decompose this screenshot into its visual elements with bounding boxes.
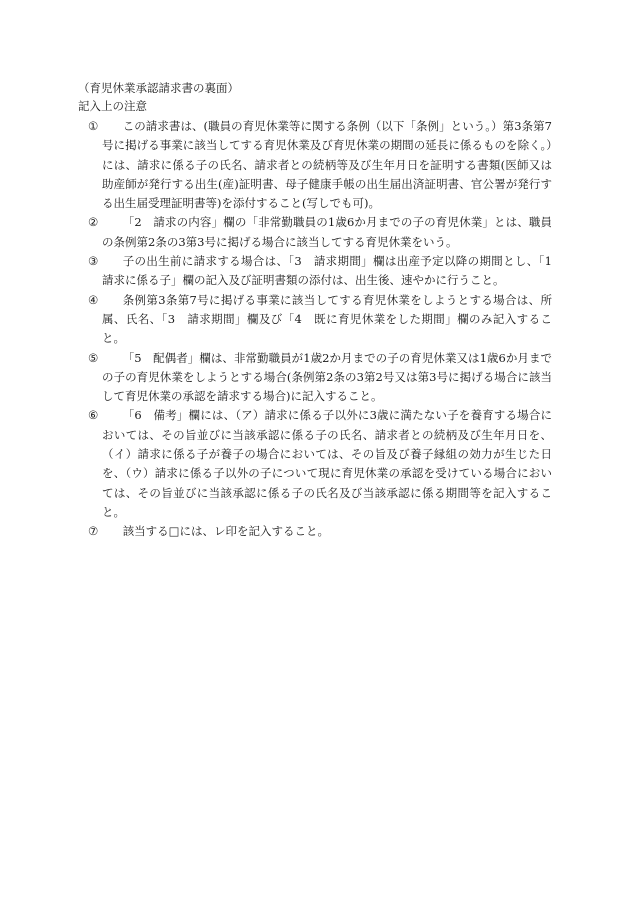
note-number: ② (88, 215, 99, 230)
note-text: この請求書は、(職員の育児休業等に関する条例（以下「条例」という。）第3条第7号に掲げる事業に該当してする育児休業及び育児休業の期間の延長に係るものを除く。）には、請求に係る子の氏名、請求者との続柄等及び生年月日を証明する書類(医師又は助産師が発行する出生(産)証明書、母子健康手帳の出生届出済証明書、官公署が発行する出生届受理証明書等)を添付すること(写しでも可)。 (102, 119, 552, 211)
notes-heading: 記入上の注意 (78, 99, 147, 113)
note-item-5 (90, 349, 552, 407)
note-item-3 (88, 252, 564, 291)
note-number: ④ (88, 292, 99, 307)
note-text: 「6 備考」欄には、（ア）請求に係る子以外に3歳に満たない子を養育する場合においては、その旨並びに当該承認に係る子の氏名、請求者との続柄及び生年月日を、（イ）請求に係る子が養子の場合においては、その旨及び養子縁組の効力が生じた日を、（ウ）請求に係る子以外の子について現に育児休業の承認を受けている場合においては、その旨並びに当該承認に係る子の氏名及び当該承認に係る期間等を記入すること。 (102, 408, 552, 519)
notes-list (88, 117, 564, 542)
note-text: 「5 配偶者」欄は、非常勤職員が1歳2か月までの子の育児休業又は1歳6か月までの子の育児休業をしようとする場合(条例第2条の3第2号又は第3号に掲げる場合に該当して育児休業の承認を請求する場合)に記入すること。 (102, 350, 552, 404)
note-item-2 (90, 213, 552, 252)
note-number: ⑦ (88, 524, 99, 539)
note-number: ⑤ (88, 350, 99, 365)
note-text: 「2 請求の内容」欄の「非常勤職員の1歳6か月までの子の育児休業」とは、職員の条例第2条の3第3号に掲げる場合に該当してする育児休業をいう。 (102, 215, 552, 249)
document-header: （育児休業承認請求書の裏面） (78, 81, 239, 95)
note-text: 条例第3条第7号に掲げる事業に該当してする育児休業をしようとする場合は、所属、氏名、「3 請求期間」欄及び「4 既に育児休業をした期間」欄のみ記入すること。 (102, 292, 552, 346)
note-item-1 (90, 117, 552, 213)
note-text: 該当する□には、レ印を記入すること。 (122, 524, 330, 539)
note-text: 子の出生前に請求する場合は、「3 請求期間」欄は出産予定以降の期間とし、「1 請求に係る子」欄の記入及び証明書類の添付は、出生後、速やかに行うこと。 (102, 254, 564, 288)
note-item-6 (90, 406, 552, 522)
note-number: ① (88, 119, 99, 133)
note-number: ③ (88, 254, 99, 269)
note-item-4 (90, 291, 552, 349)
note-item-7 (90, 522, 552, 541)
note-number: ⑥ (88, 408, 99, 423)
